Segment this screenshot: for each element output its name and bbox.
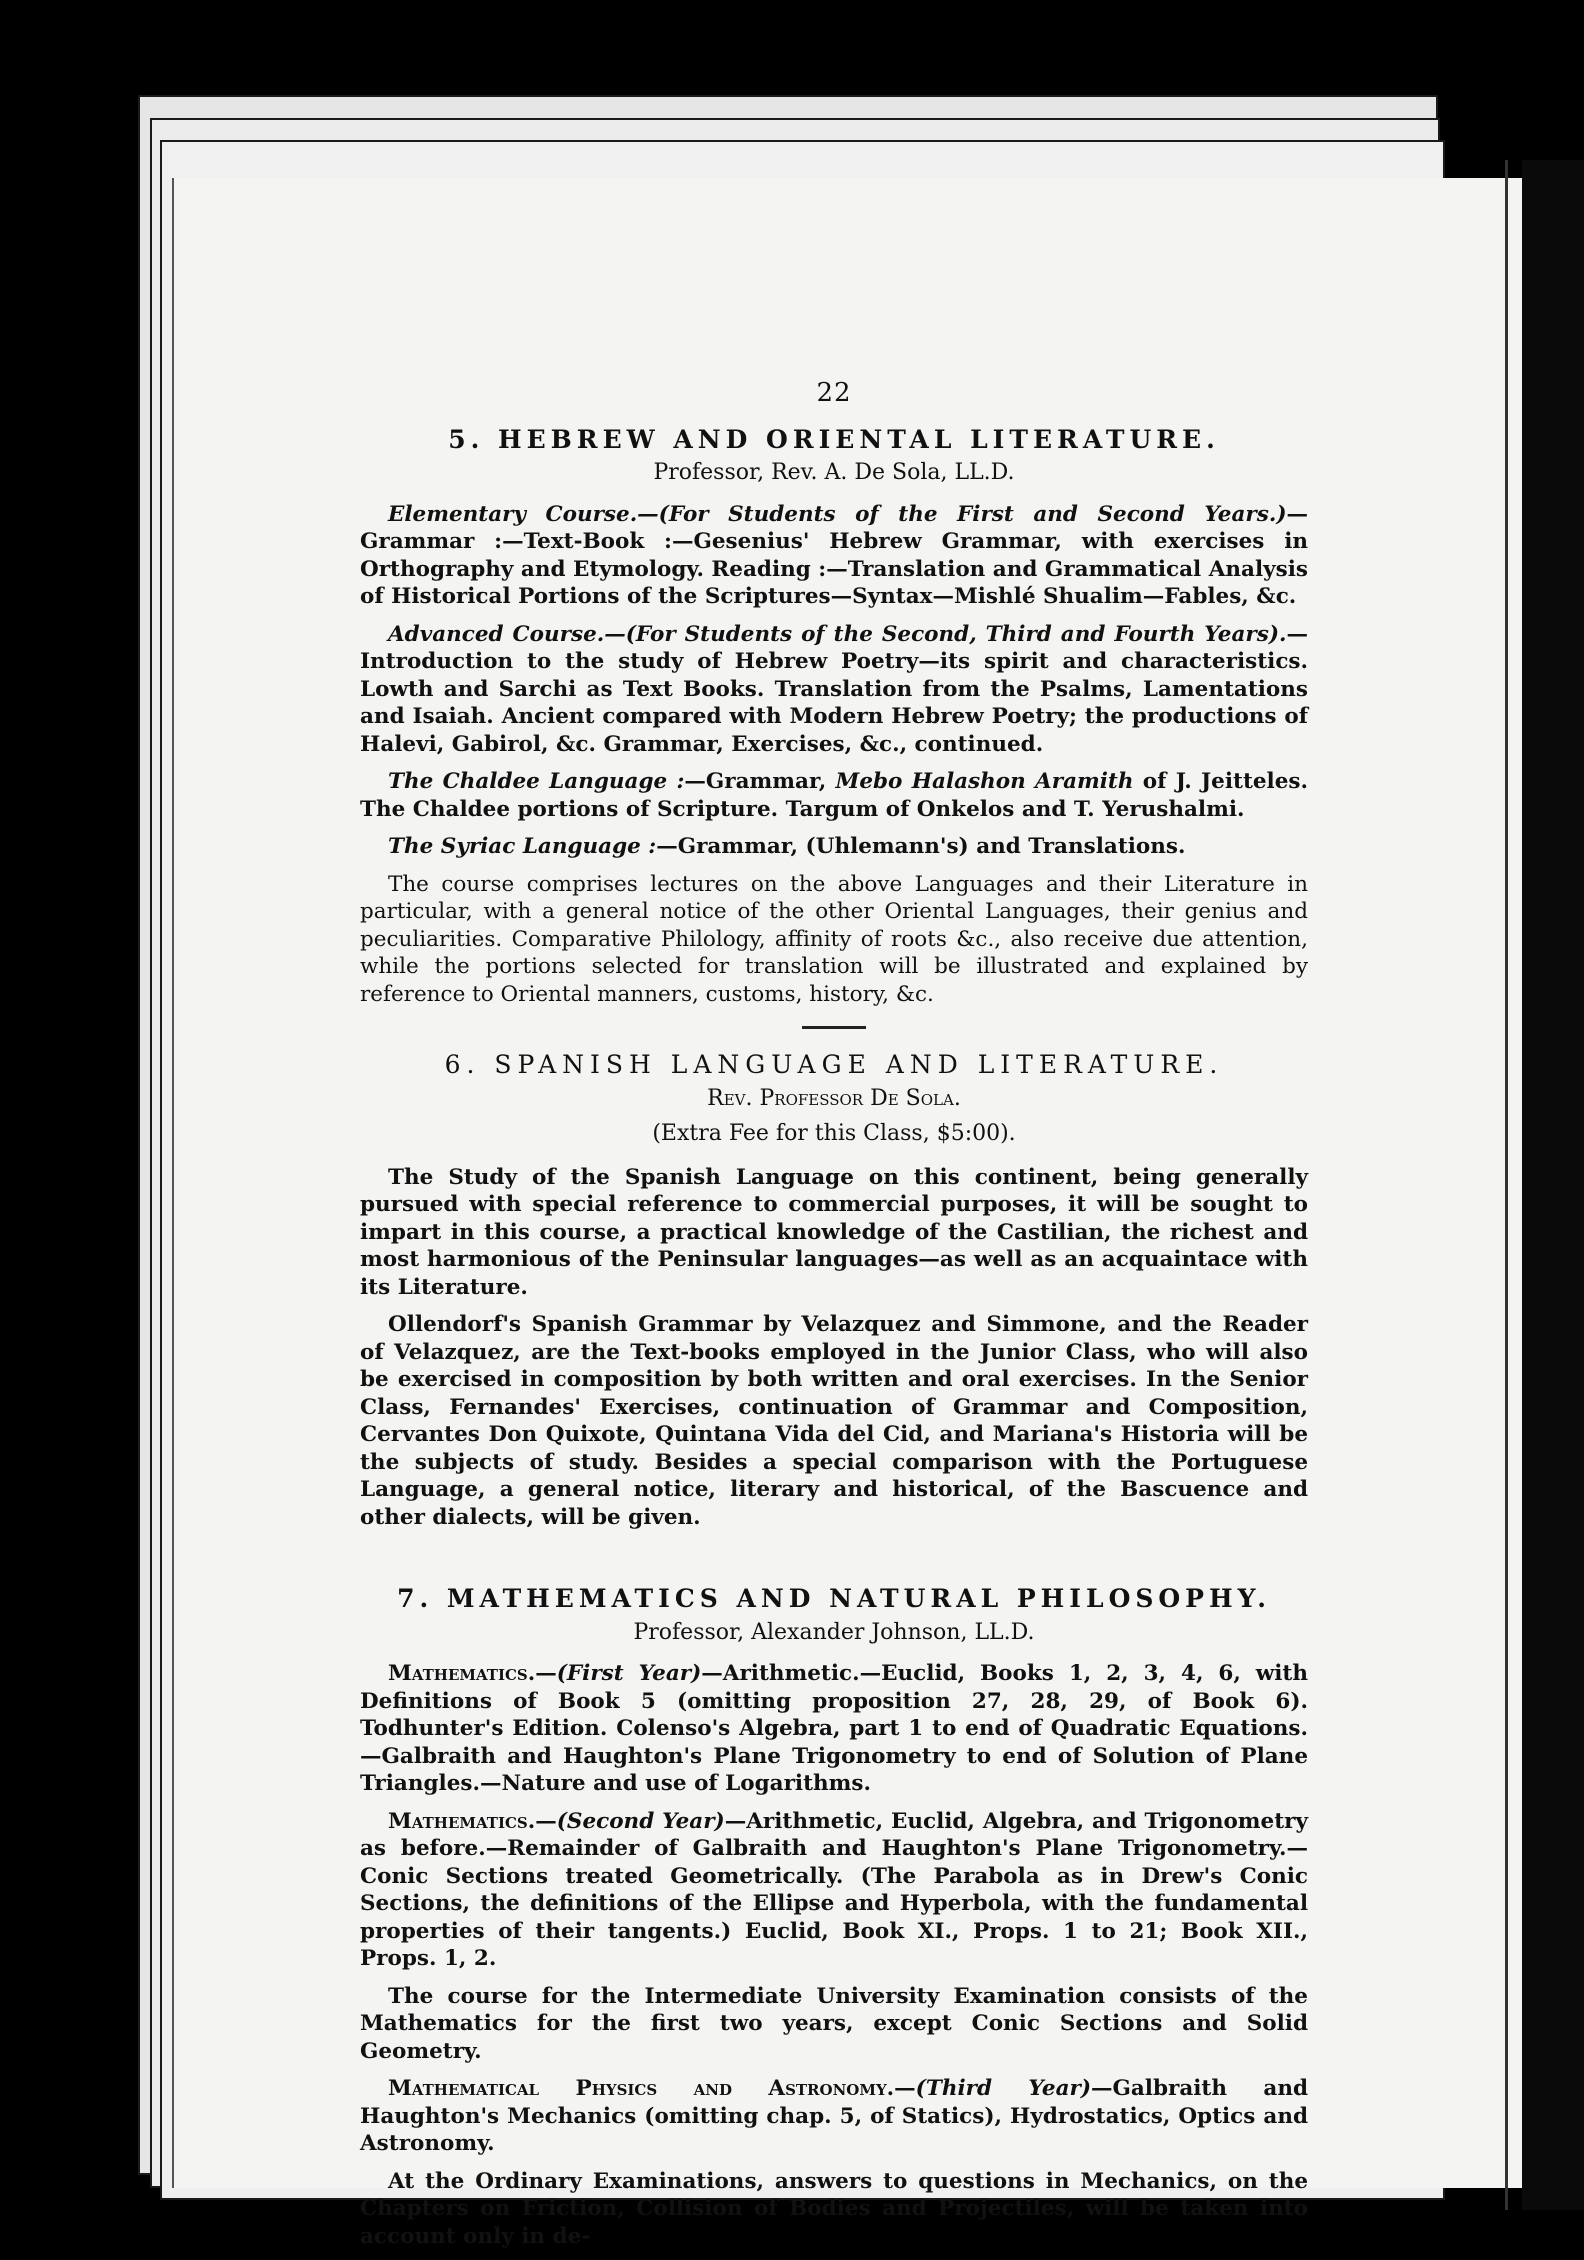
section-5-paragraph-3 [360, 768, 1308, 823]
section-6-title: 6. SPANISH LANGUAGE AND LITERATURE. [444, 1050, 1224, 1079]
page-number: 22 [816, 378, 852, 408]
section-6-paragraph-1: The Study of the Spanish Language on this continent, being generally pursued with special reference to commercial purposes, it will be sought to impart in this course, a practical knowledge of the Castilian, the richest and most harmonious of the Peninsular languages—as well as an acquaintace with its Literature. [360, 1164, 1308, 1300]
course-label: The Syriac Language : [388, 834, 657, 859]
section-7-professor: Professor, Alexander Johnson, LL.D. [633, 1619, 1035, 1645]
binding-shadow [1522, 160, 1584, 2210]
section-divider [802, 1026, 866, 1029]
section-5-paragraph-4 [360, 833, 1308, 861]
paragraph-text: —Galbraith and Haughton's Mechanics (omitting chap. 5, of Statics), Hydrostatics, Optics and Astronomy. [360, 2076, 1309, 2156]
paragraph-text: —Grammar, [684, 769, 836, 794]
section-5-paragraph-2 [360, 621, 1308, 759]
section-5-title: 5. HEBREW AND ORIENTAL LITERATURE. [448, 424, 1220, 454]
book-title: Mebo Halashon Aramith [835, 769, 1134, 794]
section-5-professor: Professor, Rev. A. De Sola, LL.D. [653, 460, 1015, 485]
subject-label: Mathematical Physics and Astronomy.— [388, 2076, 916, 2101]
subject-label: Mathematics.— [388, 1808, 557, 1834]
page-content [360, 380, 1308, 2260]
section-5-paragraph-5: The course comprises lectures on the above Languages and their Literature in particular, with a general notice of the other Oriental Languages, their genius and peculiarities. Comparative Philology, affinity of roots &c., also receive due attention, while the portions selected for translation will be illustrated and explained by reference to Oriental manners, customs, history, &c. [360, 871, 1308, 1007]
paragraph-text: —Arithmetic.—Euclid, Books 1, 2, 3, 4, 6, with Definitions of Book 5 (omitting proposition 27, 28, 29, of Book 6). Todhunter's Edition. Colenso's Algebra, part 1 to end of Quadratic Equations.—Galbraith and Haughton's Plane Trigonometry to end of Solution of Plane Triangles.—Nature and use of Logarithms. [360, 1661, 1308, 1796]
subject-label: Mathematics.— [388, 1661, 557, 1686]
year-label: (Third Year) [915, 2076, 1092, 2101]
paragraph-text: —Introduction to the study of Hebrew Poetry—its spirit and characteristics. Lowth and Sarchi as Text Books. Translation from the Psalms, Lamentations and Isaiah. Ancient compared with Modern Hebrew Poetry; the productions of Halevi, Gabirol, &c. Grammar, Exercises, &c., continued. [360, 621, 1308, 757]
section-6-fee: (Extra Fee for this Class, $5:00). [652, 1121, 1016, 1146]
paragraph-text: —Arithmetic, Euclid, Algebra, and Trigonometry as before.—Remainder of Galbraith and Haughton's Plane Trigonometry.—Conic Sections treated Geometrically. (The Parabola as in Drew's Conic Sections, the definitions of the Ellipse and Hyperbola, with the fundamental properties of their tangents.) Euclid, Book XI., Props. 1 to 21; Book XII., Props. 1, 2. [360, 1808, 1308, 1971]
section-7-paragraph-2 [360, 1808, 1308, 1973]
section-6-professor: Rev. Professor De Sola. [707, 1085, 961, 1111]
year-label: (First Year) [556, 1661, 702, 1686]
paragraph-text: —Grammar, (Uhlemann's) and Translations. [656, 834, 1186, 859]
section-5-paragraph-1 [360, 501, 1308, 611]
course-label: Elementary Course.—(For Students of the First and Second Years.) [388, 501, 1287, 527]
section-7-paragraph-5: At the Ordinary Examinations, answers to questions in Mechanics, on the Chapters on Friction, Collision of Bodies and Projectiles, will be taken into account only in de- [360, 2168, 1308, 2249]
section-7-title: 7. MATHEMATICS AND NATURAL PHILOSOPHY. [397, 1584, 1271, 1613]
paragraph-text: —Grammar :—Text-Book :—Gesenius' Hebrew Grammar, with exercises in Orthography and Etymology. Reading :—Translation and Grammatical Analysis of Historical Portions of the Scriptures—Syntax—Mishlé Shualim—Fables, &c. [360, 501, 1308, 609]
section-gap [360, 1541, 1308, 1577]
year-label: (Second Year) [556, 1808, 725, 1834]
section-7-paragraph-4 [360, 2075, 1308, 2158]
section-6-paragraph-2: Ollendorf's Spanish Grammar by Velazquez and Simmone, and the Reader of Velazquez, are the Text-books employed in the Junior Class, who will also be exercised in composition by both written and oral exercises. In the Senior Class, Fernandes' Exercises, continuation of Grammar and Composition, Cervantes Don Quixote, Quintana Vida del Cid, and Mariana's Historia will be the subjects of study. Besides a special comparison with the Portuguese Language, a general notice, literary and historical, of the Bascuence and other dialects, will be given. [360, 1312, 1308, 1530]
course-label: The Chaldee Language : [388, 769, 685, 794]
binding-line [1505, 160, 1508, 2210]
course-label: Advanced Course.—(For Students of the Second, Third and Fourth Years). [388, 621, 1287, 647]
paragraph-text: of J. Jeitteles. The Chaldee portions of Scripture. Targum of Onkelos and T. Yerushalmi. [360, 769, 1308, 822]
section-7-paragraph-3: The course for the Intermediate University Examination consists of the Mathematics for the first two years, except Conic Sections and Solid Geometry. [360, 1983, 1308, 2064]
section-7-paragraph-1 [360, 1660, 1308, 1798]
